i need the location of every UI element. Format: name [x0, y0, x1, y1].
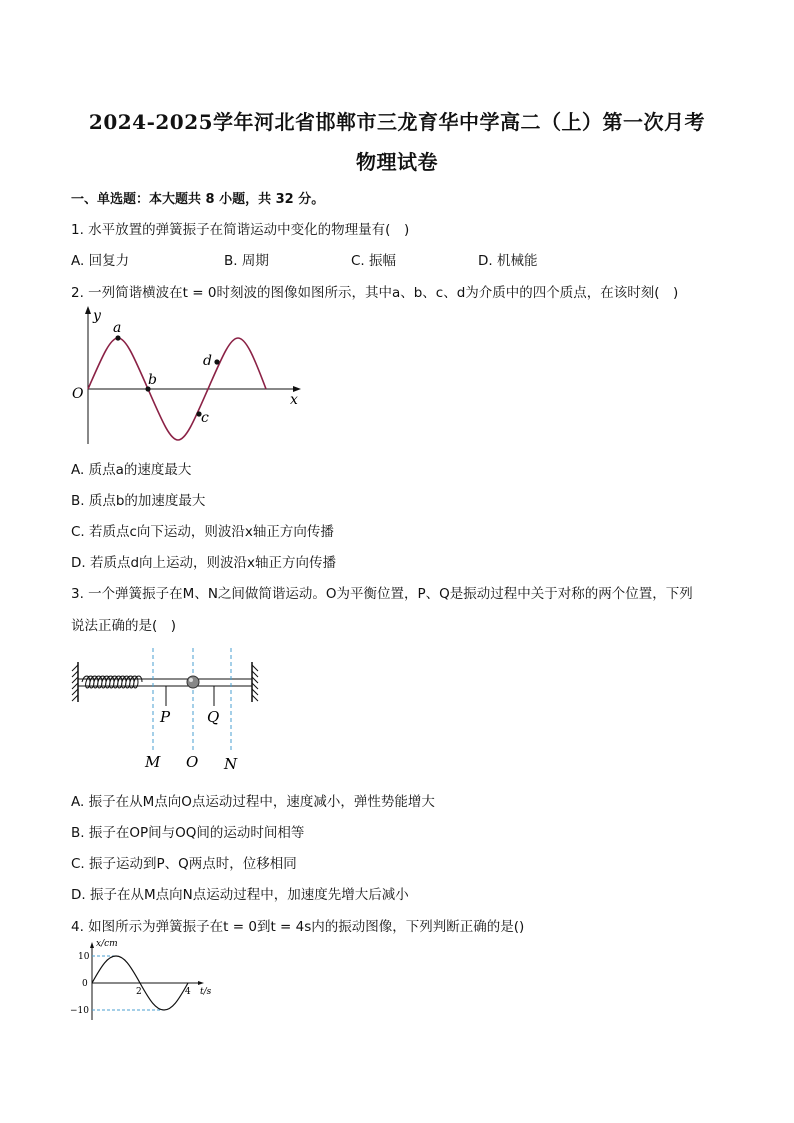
- q3-label-o: O: [186, 753, 199, 771]
- q3-label-m: M: [145, 753, 161, 771]
- exam-title-line1: 2024-2025学年河北省邯郸市三龙育华中学高二（上）第一次月考: [88, 110, 706, 134]
- q4-vibration-figure: [68, 936, 218, 1022]
- q2-label-d: d: [203, 353, 212, 369]
- q4-stem: 4. 如图所示为弹簧振子在t = 0到t = 4s内的振动图像，下列判断正确的是(): [71, 919, 525, 935]
- q2-label-b: b: [148, 372, 157, 388]
- q2-label-c: c: [201, 410, 209, 426]
- q3-spring-figure: [68, 648, 278, 774]
- q1-stem: 1. 水平放置的弹簧振子在简谐运动中变化的物理量有( ): [71, 222, 410, 238]
- q3-label-n: N: [224, 755, 238, 773]
- q4-label-ylabel: x/cm: [96, 939, 118, 949]
- q2-option-d: D. 若质点d向上运动，则波沿x轴正方向传播: [71, 555, 337, 571]
- q3-ball: [187, 676, 199, 688]
- q2-label-y: y: [93, 308, 101, 324]
- q4-x-arrow: [198, 981, 204, 985]
- q2-stem: 2. 一列简谐横波在t = 0时刻波的图像如图所示，其中a、b、c、d为介质中的四个质点，在该时刻( ): [71, 285, 679, 301]
- q1-option-c: C. 振幅: [351, 253, 397, 269]
- q4-label-xend: 4: [185, 987, 191, 997]
- q4-label-xmid: 2: [136, 987, 142, 997]
- q3-option-c: C. 振子运动到P、Q两点时，位移相同: [71, 856, 297, 872]
- q3-label-q: Q: [207, 708, 220, 726]
- q2-point-a: [115, 335, 120, 340]
- q3-ball-highlight: [189, 678, 193, 682]
- q3-label-p: P: [160, 708, 171, 726]
- q4-label-yzero: 0: [82, 979, 88, 989]
- q1-option-b: B. 周期: [224, 253, 269, 269]
- q3-left-wall-hatch: [72, 665, 78, 701]
- q2-y-arrow: [85, 306, 91, 314]
- q3-option-d: D. 振子在从M点向N点运动过程中，加速度先增大后减小: [71, 887, 409, 903]
- q3-option-a: A. 振子在从M点向O点运动过程中，速度减小，弹性势能增大: [71, 794, 435, 810]
- q1-option-d: D. 机械能: [478, 253, 538, 269]
- q3-stem-line1: 3. 一个弹簧振子在M、N之间做简谐运动。O为平衡位置，P、Q是振动过程中关于对称的两个位置，下列: [71, 586, 693, 602]
- q2-option-c: C. 若质点c向下运动，则波沿x轴正方向传播: [71, 524, 334, 540]
- q4-label-ytop: 10: [78, 952, 90, 962]
- q2-point-d: [214, 359, 219, 364]
- q4-y-arrow: [90, 942, 94, 948]
- q3-right-wall-hatch: [252, 665, 258, 701]
- q2-wave-figure: [68, 304, 308, 449]
- q2-option-a: A. 质点a的速度最大: [71, 462, 192, 478]
- q2-label-origin: O: [72, 386, 84, 402]
- section-heading: 一、单选题：本大题共 8 小题，共 32 分。: [71, 192, 325, 207]
- q2-label-x: x: [290, 392, 298, 408]
- q3-stem-line2: 说法正确的是( ): [71, 618, 177, 634]
- q2-label-a: a: [113, 320, 122, 336]
- q4-label-ybottom: −10: [70, 1006, 89, 1016]
- q4-label-xlabel: t/s: [200, 987, 212, 997]
- q1-option-a: A. 回复力: [71, 253, 130, 269]
- q3-option-b: B. 振子在OP间与OQ间的运动时间相等: [71, 825, 305, 841]
- exam-title-line2: 物理试卷: [356, 150, 438, 174]
- q2-option-b: B. 质点b的加速度最大: [71, 493, 206, 509]
